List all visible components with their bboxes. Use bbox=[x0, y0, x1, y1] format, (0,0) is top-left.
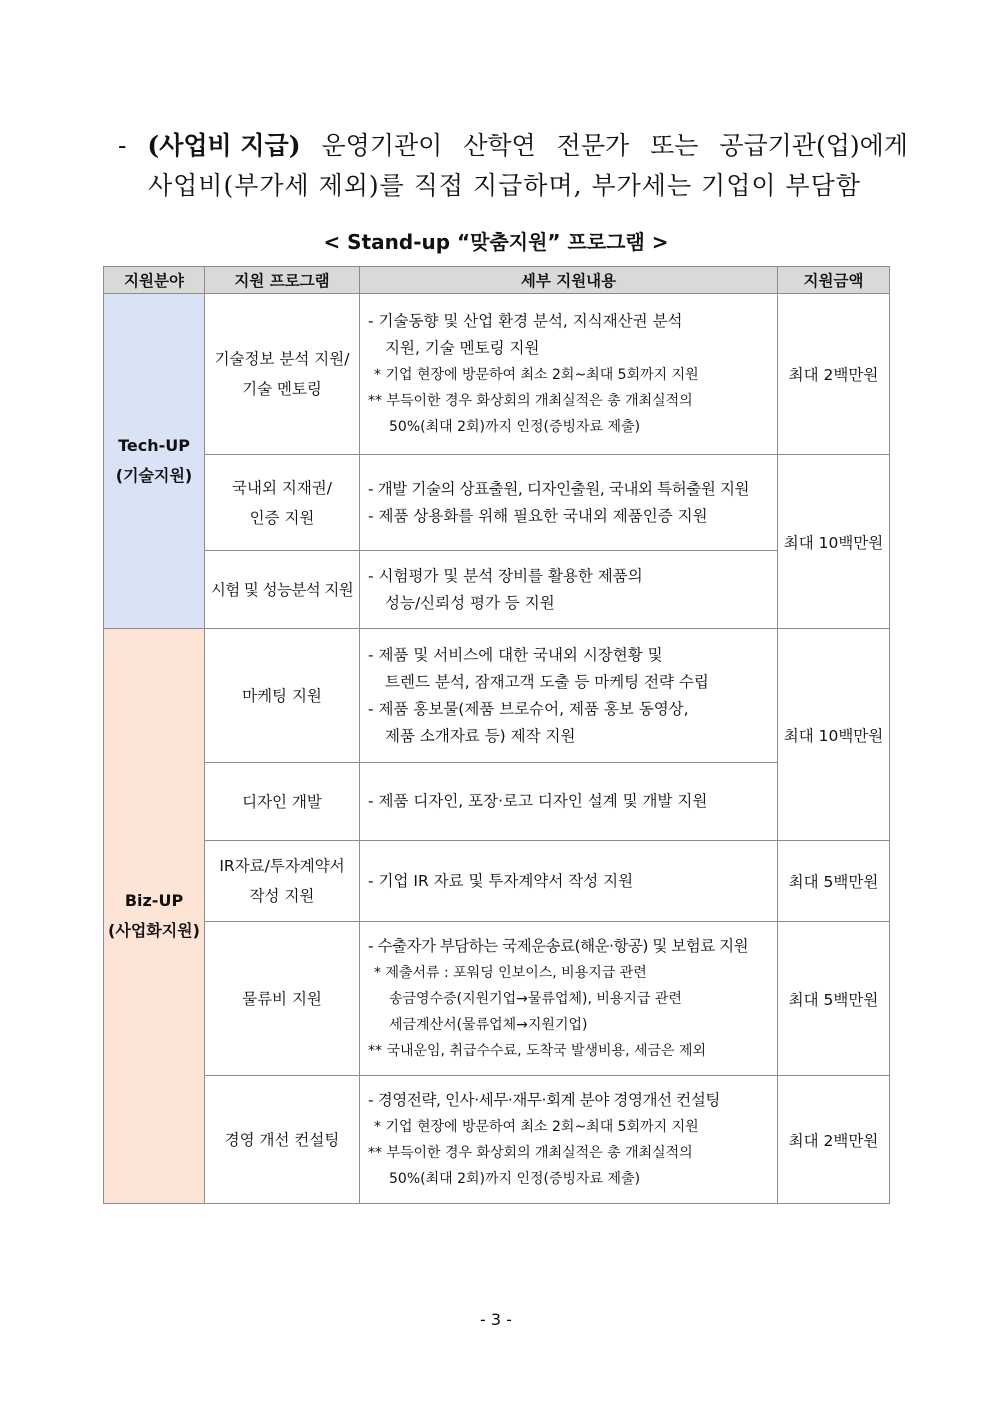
detail-note: * 기업 현장에 방문하여 최소 2회~최대 5회까지 지원 bbox=[374, 367, 699, 383]
program-name-line: 기술정보 분석 지원/ bbox=[214, 350, 350, 368]
program-detail bbox=[360, 763, 778, 841]
detail-note: 50%(최대 2회)까지 인정(증빙자료 제출) bbox=[389, 1171, 641, 1187]
program-name-line: 인증 지원 bbox=[249, 508, 315, 527]
field-name: Biz-UP bbox=[124, 891, 184, 910]
intro-word: 공급기관(업)에게 bbox=[719, 131, 908, 160]
detail-line: - 수출자가 부담하는 국제운송료(해운·항공) 및 보험료 지원 bbox=[368, 937, 749, 955]
intro-paragraph bbox=[118, 126, 908, 206]
program-amount: 최대 2백만원 bbox=[778, 294, 890, 455]
program-name-line: IR자료/투자계약서 bbox=[219, 857, 345, 875]
program-detail bbox=[360, 294, 778, 455]
program-detail bbox=[360, 455, 778, 551]
program-name-line: 작성 지원 bbox=[249, 887, 315, 905]
intro-line-2: 사업비(부가세 제외)를 직접 지급하며, 부가세는 기업이 부담함 bbox=[148, 171, 861, 200]
header-program: 지원 프로그램 bbox=[205, 267, 360, 294]
table-row bbox=[104, 1076, 890, 1204]
table-row bbox=[104, 922, 890, 1076]
program-amount: 최대 10백만원 bbox=[778, 629, 890, 841]
header-field: 지원분야 bbox=[104, 267, 205, 294]
field-subname: (기술지원) bbox=[115, 466, 193, 485]
intro-bold-label: (사업비 지급) bbox=[147, 131, 301, 160]
table-row bbox=[104, 294, 890, 455]
detail-line: - 제품 상용화를 위해 필요한 국내외 제품인증 지원 bbox=[368, 506, 708, 525]
detail-line: 제품 소개자료 등) 제작 지원 bbox=[385, 726, 576, 745]
program-detail bbox=[360, 551, 778, 629]
program-name bbox=[205, 763, 360, 841]
program-name bbox=[205, 922, 360, 1076]
detail-note: 송금영수증(지원기업→물류업체), 비용지급 관련 bbox=[389, 991, 682, 1007]
program-detail bbox=[360, 922, 778, 1076]
detail-line: 지원, 기술 멘토링 지원 bbox=[385, 339, 540, 357]
intro-word: 산학연 bbox=[463, 131, 536, 160]
detail-line: - 시험평가 및 분석 장비를 활용한 제품의 bbox=[368, 566, 643, 585]
table-title: < Stand-up “맞춤지원” 프로그램 > bbox=[323, 230, 669, 254]
header-detail: 세부 지원내용 bbox=[360, 267, 778, 294]
program-name bbox=[205, 629, 360, 763]
program-amount: 최대 5백만원 bbox=[778, 922, 890, 1076]
detail-note: ** 부득이한 경우 화상회의 개최실적은 총 개최실적의 bbox=[368, 1145, 693, 1161]
detail-note: 세금계산서(물류업체→지원기업) bbox=[389, 1017, 588, 1033]
program-table bbox=[103, 266, 890, 1204]
table-row bbox=[104, 551, 890, 629]
detail-line: 트렌드 분석, 잠재고객 도출 등 마케팅 전략 수립 bbox=[385, 672, 709, 691]
program-name bbox=[205, 841, 360, 922]
program-name bbox=[205, 551, 360, 629]
program-name bbox=[205, 455, 360, 551]
header-amount: 지원금액 bbox=[778, 267, 890, 294]
detail-note: ** 부득이한 경우 화상회의 개최실적은 총 개최실적의 bbox=[368, 393, 693, 409]
detail-note: * 제출서류 : 포워딩 인보이스, 비용지급 관련 bbox=[374, 965, 647, 981]
intro-line-1 bbox=[118, 126, 908, 166]
field-biz-up bbox=[104, 629, 205, 1204]
table-row bbox=[104, 455, 890, 551]
field-subname: (사업화지원) bbox=[108, 921, 200, 940]
program-name-line: 물류비 지원 bbox=[242, 989, 322, 1008]
program-amount: 최대 5백만원 bbox=[778, 841, 890, 922]
program-amount: 최대 2백만원 bbox=[778, 1076, 890, 1204]
program-name bbox=[205, 294, 360, 455]
table-row bbox=[104, 763, 890, 841]
table-row bbox=[104, 629, 890, 763]
intro-word: 전문가 bbox=[556, 131, 630, 160]
program-name-line: 시험 및 성능분석 지원 bbox=[210, 580, 354, 599]
detail-note: * 기업 현장에 방문하여 최소 2회~최대 5회까지 지원 bbox=[374, 1119, 699, 1135]
program-amount: 최대 10백만원 bbox=[778, 455, 890, 629]
detail-note: 50%(최대 2회)까지 인정(증빙자료 제출) bbox=[389, 419, 641, 435]
intro-dash: - bbox=[118, 131, 127, 160]
detail-line: - 제품 및 서비스에 대한 국내외 시장현황 및 bbox=[368, 645, 663, 664]
detail-note: ** 국내운임, 취급수수료, 도착국 발생비용, 세금은 제외 bbox=[368, 1043, 707, 1059]
program-detail bbox=[360, 1076, 778, 1204]
program-name-line: 국내외 지재권/ bbox=[232, 478, 332, 497]
field-tech-up bbox=[104, 294, 205, 629]
program-name bbox=[205, 1076, 360, 1204]
detail-line: - 경영전략, 인사·세무·재무·회계 분야 경영개선 컨설팅 bbox=[368, 1091, 720, 1109]
program-name-line: 기술 멘토링 bbox=[242, 380, 322, 398]
program-detail bbox=[360, 841, 778, 922]
detail-line: - 기업 IR 자료 및 투자계약서 작성 지원 bbox=[368, 871, 634, 890]
intro-word: 운영기관이 bbox=[321, 131, 443, 160]
detail-line: - 제품 디자인, 포장·로고 디자인 설계 및 개발 지원 bbox=[368, 792, 708, 810]
field-name: Tech-UP bbox=[118, 436, 190, 455]
detail-line: - 개발 기술의 상표출원, 디자인출원, 국내외 특허출원 지원 bbox=[368, 479, 750, 498]
header-row bbox=[104, 267, 890, 294]
page-number: - 3 - bbox=[480, 1310, 512, 1329]
program-name-line: 디자인 개발 bbox=[242, 792, 322, 811]
detail-line: 성능/신뢰성 평가 등 지원 bbox=[385, 593, 555, 612]
program-name-line: 경영 개선 컨설팅 bbox=[224, 1130, 340, 1149]
program-detail bbox=[360, 629, 778, 763]
detail-line: - 기술동향 및 산업 환경 분석, 지식재산권 분석 bbox=[368, 312, 683, 330]
intro-word: 또는 bbox=[650, 131, 699, 160]
program-name-line: 마케팅 지원 bbox=[242, 686, 322, 705]
table-row bbox=[104, 841, 890, 922]
detail-line: - 제품 홍보물(제품 브로슈어, 제품 홍보 동영상, bbox=[368, 699, 689, 718]
